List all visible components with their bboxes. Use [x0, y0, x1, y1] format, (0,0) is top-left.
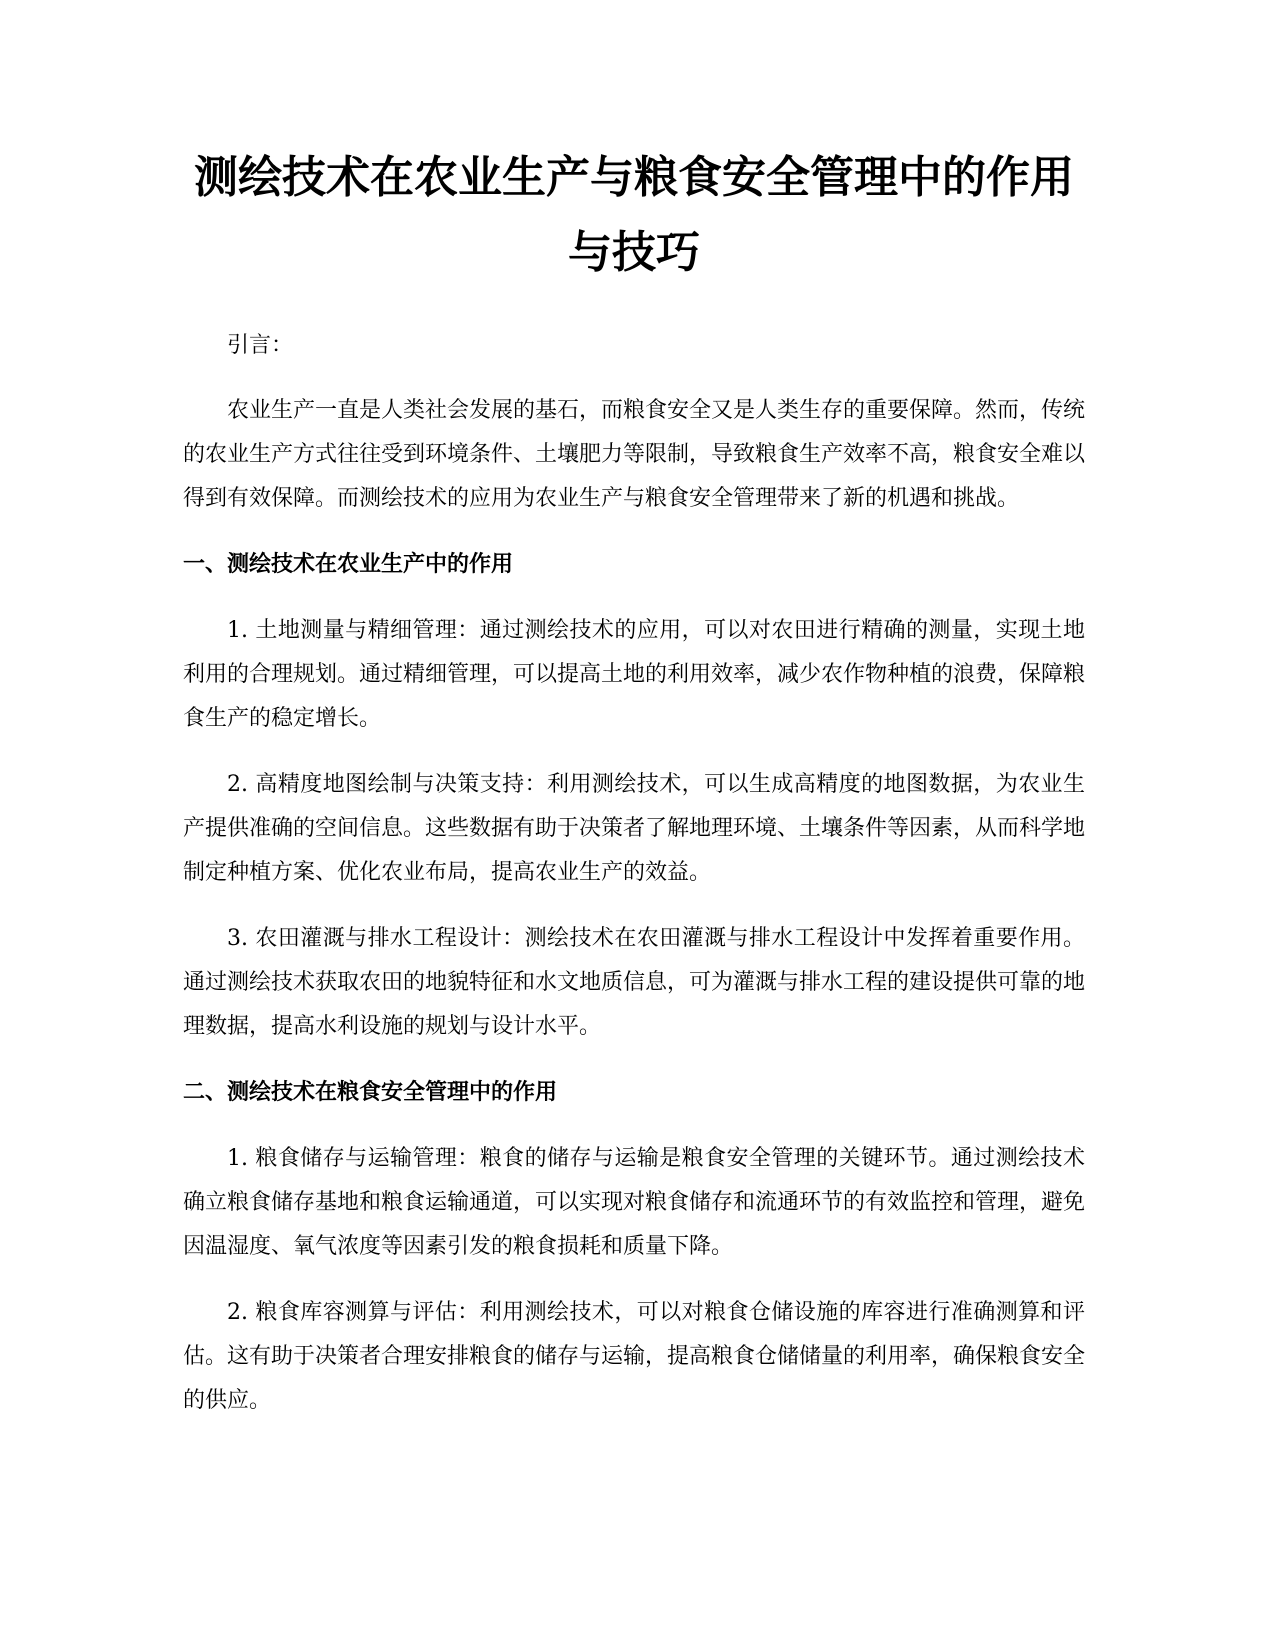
intro-label: 引言：	[227, 333, 294, 358]
intro-paragraph: 农业生产一直是人类社会发展的基石，而粮食安全又是人类生存的重要保障。然而，传统的农业生产方式往往受到环境条件、土壤肥力等限制，导致粮食生产效率不高，粮食安全难以得到有效保障。而测绘技术的应用为农业生产与粮食安全管理带来了新的机遇和挑战。	[183, 398, 1086, 511]
section-1-item-3: 3. 农田灌溉与排水工程设计：测绘技术在农田灌溉与排水工程设计中发挥着重要作用。通过测绘技术获取农田的地貌特征和水文地质信息，可为灌溉与排水工程的建设提供可靠的地理数据，提高水利设施的规划与设计水平。	[183, 926, 1086, 1039]
document-page	[183, 140, 1085, 1423]
section-2-item-2: 2. 粮食库容测算与评估：利用测绘技术，可以对粮食仓储设施的库容进行准确测算和评估。这有助于决策者合理安排粮食的储存与运输，提高粮食仓储储量的利用率，确保粮食安全的供应。	[183, 1300, 1086, 1413]
document-title: 测绘技术在农业生产与粮食安全管理中的作用与技巧	[194, 152, 1074, 278]
section-heading-2: 二、测绘技术在粮食安全管理中的作用	[183, 1080, 558, 1105]
section-1-item-2: 2. 高精度地图绘制与决策支持：利用测绘技术，可以生成高精度的地图数据，为农业生产提供准确的空间信息。这些数据有助于决策者了解地理环境、土壤条件等因素，从而科学地制定种植方案、优化农业布局，提高农业生产的效益。	[183, 772, 1086, 885]
section-2-item-1: 1. 粮食储存与运输管理：粮食的储存与运输是粮食安全管理的关键环节。通过测绘技术确立粮食储存基地和粮食运输通道，可以实现对粮食储存和流通环节的有效监控和管理，避免因温湿度、氧气浓度等因素引发的粮食损耗和质量下降。	[183, 1146, 1086, 1259]
section-heading-1: 一、测绘技术在农业生产中的作用	[183, 552, 514, 577]
section-1-item-1: 1. 土地测量与精细管理：通过测绘技术的应用，可以对农田进行精确的测量，实现土地利用的合理规划。通过精细管理，可以提高土地的利用效率，减少农作物种植的浪费，保障粮食生产的稳定增长。	[183, 618, 1086, 731]
